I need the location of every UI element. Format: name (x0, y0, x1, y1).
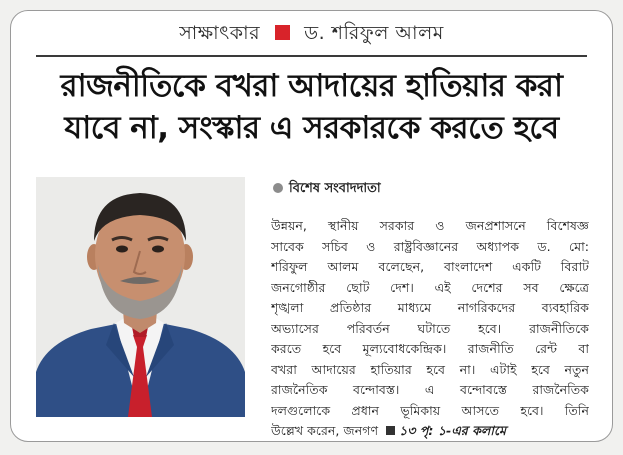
body-line: শৃঙ্খলা প্রতিষ্ঠার মাধ্যমে নাগরিকদের ব্যবহারিক (271, 300, 589, 315)
byline-text: বিশেষ সংবাদদাতা (289, 181, 381, 196)
kicker-rule (36, 55, 587, 57)
body-last-line (271, 421, 589, 442)
byline (273, 179, 381, 200)
kicker-section: সাক্ষাৎকার (179, 22, 261, 44)
body-line: শরিফুল আলম বলেছেন, বাংলাদেশ একটি বিরাট (271, 259, 589, 274)
body-line: দলগুলোকে প্রধান ভূমিকায় আসতে হবে। তিনি (271, 402, 589, 418)
body-line: বখরা আদায়ের হাতিয়ার হবে না। এটাই হবে নতুন (271, 361, 589, 377)
article-body (271, 216, 589, 442)
headline-line-1: রাজনীতিকে বখরা আদায়ের হাতিয়ার করা (60, 68, 563, 104)
kicker (11, 19, 612, 51)
body-line: অভ্যাসের পরিবর্তন ঘটাতে হবে। রাজনীতিকে (271, 320, 589, 336)
news-clipping (10, 10, 613, 442)
jump-text: ১৩ পৃ: ১-এর কলামে (399, 423, 506, 438)
red-square-icon (275, 25, 290, 40)
portrait-photo (36, 177, 245, 417)
portrait-illustration (36, 177, 245, 417)
body-line: সাবেক সচিব ও রাষ্ট্রবিজ্ঞানের অধ্যাপক ড. মো: (271, 238, 589, 254)
body-line: করতে হবে মূল্যবোধকেন্দ্রিক। রাজনীতি রেন্ট বা (271, 341, 589, 356)
body-line: জনগোষ্ঠীর ছোট দেশ। এই দেশের সব ক্ষেত্রে (271, 279, 589, 295)
headline-line-2: যাবে না, সংস্কার এ সরকারকে করতে হবে (64, 110, 559, 146)
continuation-jump[interactable] (382, 423, 506, 438)
body-line: উন্নয়ন, স্থানীয় সরকার ও জনপ্রশাসনে বিশেষজ্ঞ (271, 218, 589, 233)
kicker-name: ড. শরিফুল আলম (304, 22, 444, 44)
bullet-icon (273, 183, 283, 193)
headline (11, 65, 612, 149)
body-line: রাজনৈতিক বন্দোবস্ত। এ বন্দোবস্তে রাজনৈতিক (271, 382, 589, 397)
body-last-text: উল্লেখ করেন, জনগণ (271, 423, 379, 438)
square-bullet-icon (386, 426, 395, 435)
